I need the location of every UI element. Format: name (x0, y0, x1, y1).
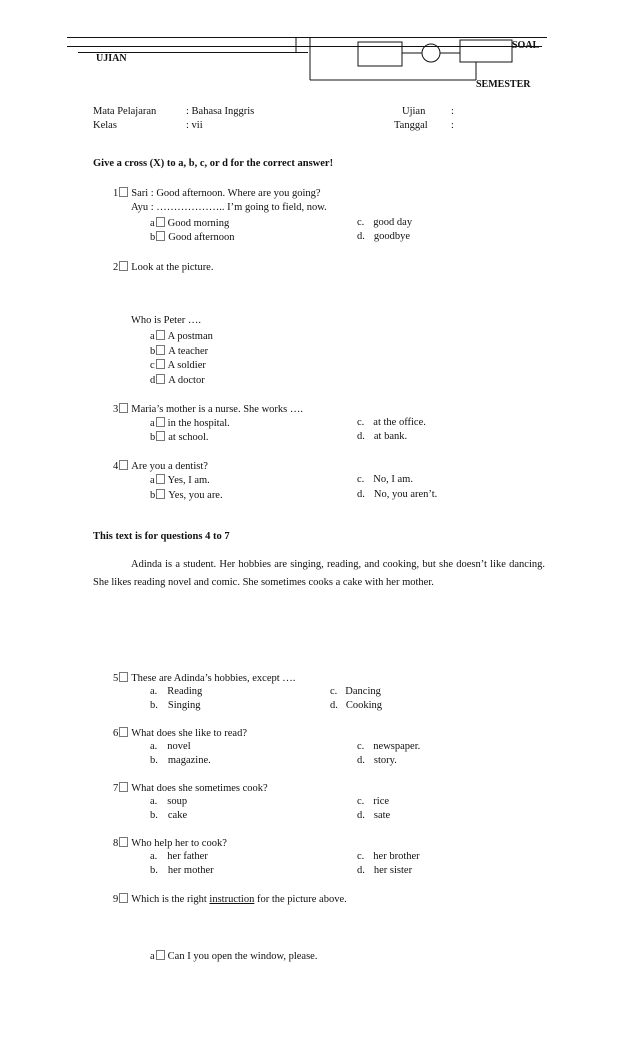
bullet-box-icon (119, 403, 128, 413)
option-text: magazine. (167, 755, 211, 766)
option-text: her brother (373, 851, 420, 862)
q9-number: 9 (113, 894, 119, 905)
q9-stem (113, 893, 347, 905)
option-letter: b (150, 232, 156, 243)
q4-text: Are you a dentist? (131, 461, 208, 472)
tanggal-label: Tanggal (394, 120, 428, 131)
q3-option-c[interactable] (357, 417, 426, 428)
bullet-box-icon (119, 187, 128, 197)
option-text: Yes, you are. (168, 490, 223, 501)
q2-stem (113, 261, 213, 273)
bullet-box-icon (119, 893, 128, 903)
q8-option-a[interactable] (150, 851, 208, 862)
option-text: Good afternoon (168, 232, 235, 243)
option-letter: b (150, 490, 156, 501)
bullet-box-icon (156, 950, 165, 960)
bullet-box-icon (156, 345, 165, 355)
q3-stem (113, 403, 303, 415)
option-letter: d. (357, 865, 365, 876)
bullet-box-icon (119, 727, 128, 737)
q8-stem (113, 837, 227, 849)
header-circle (422, 44, 440, 62)
option-letter: a (150, 951, 155, 962)
q2-option-a[interactable] (150, 330, 213, 342)
q6-text: What does she like to read? (131, 728, 247, 739)
option-letter: d. (357, 231, 365, 242)
kelas-value: : vii (186, 120, 203, 131)
option-letter: b. (150, 865, 158, 876)
option-text: Can I you open the window, please. (167, 951, 318, 962)
bullet-box-icon (156, 217, 165, 227)
option-letter: b. (150, 810, 158, 821)
option-text: soup (167, 796, 188, 807)
option-text: rice (373, 796, 390, 807)
option-letter: c. (357, 217, 365, 228)
q9-option-a[interactable] (150, 950, 317, 962)
option-text: Cooking (345, 700, 383, 711)
option-text: cake (167, 810, 188, 821)
q4-stem (113, 460, 208, 472)
q8-option-c[interactable] (357, 851, 420, 862)
q8-option-d[interactable] (357, 865, 412, 876)
option-letter: d. (357, 431, 365, 442)
bullet-box-icon (156, 417, 165, 427)
q1-option-a[interactable] (150, 217, 229, 229)
q7-option-c[interactable] (357, 796, 389, 807)
ujian-value: : (451, 106, 454, 117)
option-text: Dancing (345, 686, 381, 697)
q4-option-d[interactable] (357, 489, 437, 500)
option-letter: a. (150, 686, 158, 697)
bullet-box-icon (156, 431, 165, 441)
option-text: story. (373, 755, 397, 766)
header-soal: SOAL (512, 40, 540, 51)
header-ujian: UJIAN (96, 53, 127, 64)
q7-option-b[interactable] (150, 810, 187, 821)
mapel-label: Mata Pelajaran (93, 106, 157, 117)
option-text: No, I am. (373, 474, 413, 485)
option-letter: a. (150, 741, 158, 752)
option-text: Yes, I am. (167, 475, 210, 486)
q6-option-d[interactable] (357, 755, 397, 766)
ujian-label: Ujian (402, 106, 426, 117)
q7-option-a[interactable] (150, 796, 187, 807)
bullet-box-icon (156, 359, 165, 369)
bullet-box-icon (119, 837, 128, 847)
option-text: goodbye (373, 231, 411, 242)
option-letter: d. (357, 810, 365, 821)
option-text: Singing (167, 700, 201, 711)
option-letter: a. (150, 851, 158, 862)
q6-option-a[interactable] (150, 741, 191, 752)
q2-option-b[interactable] (150, 345, 208, 357)
option-text: No, you aren’t. (373, 489, 438, 500)
q2-option-d[interactable]: d A doctor (150, 375, 205, 386)
option-letter: b (150, 346, 156, 357)
q1-option-c[interactable] (357, 217, 412, 228)
option-text: A soldier (167, 360, 206, 371)
q5-number: 5 (113, 673, 119, 684)
option-text: at school. (168, 432, 209, 443)
q4-number: 4 (113, 461, 119, 472)
option-text: Good morning (167, 218, 230, 229)
option-text: at bank. (373, 431, 408, 442)
header-shapes (0, 0, 638, 100)
option-letter: a (150, 475, 155, 486)
option-text: her sister (373, 865, 413, 876)
tanggal-value: : (451, 120, 454, 131)
passage-title: This text is for questions 4 to 7 (93, 531, 230, 542)
option-letter: c. (357, 741, 365, 752)
bullet-box-icon (119, 460, 128, 470)
q7-text: What does she sometimes cook? (131, 783, 268, 794)
q5-option-d[interactable] (330, 700, 382, 711)
bullet-box-icon (156, 330, 165, 340)
q2-text: Look at the picture. (131, 262, 214, 273)
bullet-box-icon (119, 782, 128, 792)
q5-option-b[interactable] (150, 700, 201, 711)
bullet-box-icon (156, 489, 165, 499)
q1-line1: Sari : Good afternoon. Where are you going? (131, 188, 321, 199)
q6-stem (113, 727, 247, 739)
bullet-box-icon (156, 231, 165, 241)
q2-question: Who is Peter …. (131, 315, 201, 326)
option-text: A teacher (168, 346, 209, 357)
option-letter: b. (150, 700, 158, 711)
q4-option-c[interactable] (357, 474, 413, 485)
q3-option-d[interactable] (357, 431, 407, 442)
q6-option-c[interactable] (357, 741, 420, 752)
bullet-box-icon (119, 261, 128, 271)
option-text: sate (373, 810, 391, 821)
q5-option-c[interactable] (330, 686, 381, 697)
q6-option-b[interactable] (150, 755, 211, 766)
q7-option-d[interactable] (357, 810, 390, 821)
q3-option-a[interactable] (150, 417, 230, 429)
option-letter: d. (357, 489, 365, 500)
option-letter: c. (357, 851, 365, 862)
q6-number: 6 (113, 728, 119, 739)
option-text: novel (167, 741, 191, 752)
q5-text: These are Adinda’s hobbies, except …. (131, 673, 296, 684)
option-text: Reading (167, 686, 203, 697)
option-letter: b (150, 432, 156, 443)
option-letter: d. (357, 755, 365, 766)
q9-text-before: Which is the right (131, 894, 210, 905)
bullet-box-icon (156, 374, 165, 384)
header-box-left (358, 42, 402, 66)
q4-option-a[interactable] (150, 474, 210, 486)
bullet-box-icon (119, 672, 128, 682)
passage-text: Adinda is a student. Her hobbies are singing, reading, and cooking, but she doesn’t like dancing. She likes reading novel and comic. She sometimes cooks a cake with her mother. (93, 559, 545, 588)
option-letter: a (150, 331, 155, 342)
option-text: in the hospital. (167, 418, 230, 429)
header-box-right (460, 40, 512, 62)
q5-stem (113, 672, 295, 684)
option-text: her father (167, 851, 208, 862)
bullet-box-icon (156, 474, 165, 484)
option-text: her mother (167, 865, 214, 876)
q7-stem (113, 782, 268, 794)
q2-option-c[interactable]: c A soldier (150, 360, 206, 371)
option-text: A doctor (168, 375, 205, 386)
q1-option-d[interactable] (357, 231, 410, 242)
header-semester: SEMESTER (476, 79, 531, 90)
q8-number: 8 (113, 838, 119, 849)
option-letter: d. (330, 700, 338, 711)
option-text: at the office. (373, 417, 426, 428)
q1-stem (113, 187, 321, 199)
option-letter: b. (150, 755, 158, 766)
q9-text-underlined: instruction (209, 894, 255, 905)
q2-number: 2 (113, 262, 119, 273)
q1-number: 1 (113, 188, 119, 199)
q1-line2: Ayu : ……………….. I’m going to field, now. (131, 202, 327, 213)
instruction: Give a cross (X) to a, b, c, or d for the correct answer! (93, 158, 334, 169)
q3-option-b[interactable] (150, 431, 209, 443)
q5-option-a[interactable] (150, 686, 202, 697)
q8-text: Who help her to cook? (131, 838, 227, 849)
option-letter: a (150, 418, 155, 429)
option-letter: c. (357, 796, 365, 807)
q9-text-after: for the picture above. (254, 894, 347, 905)
option-letter: c. (330, 686, 338, 697)
option-text: A postman (167, 331, 213, 342)
mapel-value: : Bahasa Inggris (186, 106, 255, 117)
option-letter: c. (357, 474, 365, 485)
option-text: good day (373, 217, 413, 228)
q7-number: 7 (113, 783, 119, 794)
q8-option-b[interactable] (150, 865, 214, 876)
q3-text: Maria’s mother is a nurse. She works …. (131, 404, 304, 415)
option-letter: a (150, 218, 155, 229)
kelas-label: Kelas (93, 120, 117, 131)
option-text: newspaper. (373, 741, 421, 752)
q4-option-b[interactable] (150, 489, 223, 501)
q1-option-b[interactable] (150, 231, 234, 243)
option-letter: a. (150, 796, 158, 807)
option-letter: c. (357, 417, 365, 428)
q3-number: 3 (113, 404, 119, 415)
